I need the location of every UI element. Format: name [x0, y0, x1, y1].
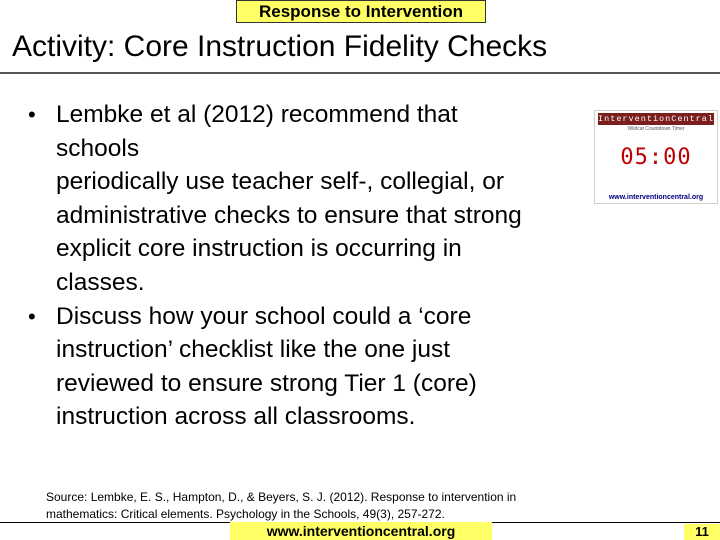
- page-number: 11: [684, 524, 720, 540]
- citation-line: Source: Lembke, E. S., Hampton, D., & Beyers, S. J. (2012). Response to intervention in: [46, 490, 517, 504]
- bullet-item: [26, 300, 596, 434]
- bullet-line: periodically use teacher self-, collegial, or: [56, 168, 505, 196]
- timer-site-link[interactable]: www.interventioncentral.org: [608, 194, 704, 201]
- bullet-line: administrative checks to ensure that strong: [56, 201, 522, 229]
- slide-title: Activity: Core Instruction Fidelity Checks: [12, 30, 548, 63]
- citation-line: mathematics: Critical elements. Psychology in the Schools, 49(3), 257-272.: [46, 507, 445, 521]
- bullet-line: classes.: [56, 268, 145, 296]
- countdown-timer[interactable]: [594, 110, 718, 204]
- bullet-line: • Lembke et al (2012) recommend that: [56, 101, 458, 128]
- bullet-line: explicit core instruction is occurring in: [56, 235, 462, 263]
- bullet-line: reviewed to ensure strong Tier 1 (core): [56, 369, 477, 397]
- timer-brand-logo: InterventionCentral: [598, 114, 714, 124]
- footer-url-link[interactable]: www.interventioncentral.org: [230, 522, 492, 540]
- timer-display: 05:00: [620, 145, 692, 170]
- bullet-line: • Discuss how your school could a ‘core: [56, 302, 472, 330]
- bullet-item: [26, 98, 596, 300]
- top-banner: Response to Intervention: [236, 0, 486, 23]
- timer-tagline: Wildcat Countdown Timer: [627, 126, 685, 132]
- source-citation: [46, 489, 606, 523]
- bullet-list: [26, 98, 596, 434]
- bullet-line: instruction’ checklist like the one just: [56, 336, 450, 364]
- bullet-line: instruction across all classrooms.: [56, 403, 416, 431]
- bullet-line: schools: [56, 134, 140, 162]
- title-divider: [0, 72, 720, 74]
